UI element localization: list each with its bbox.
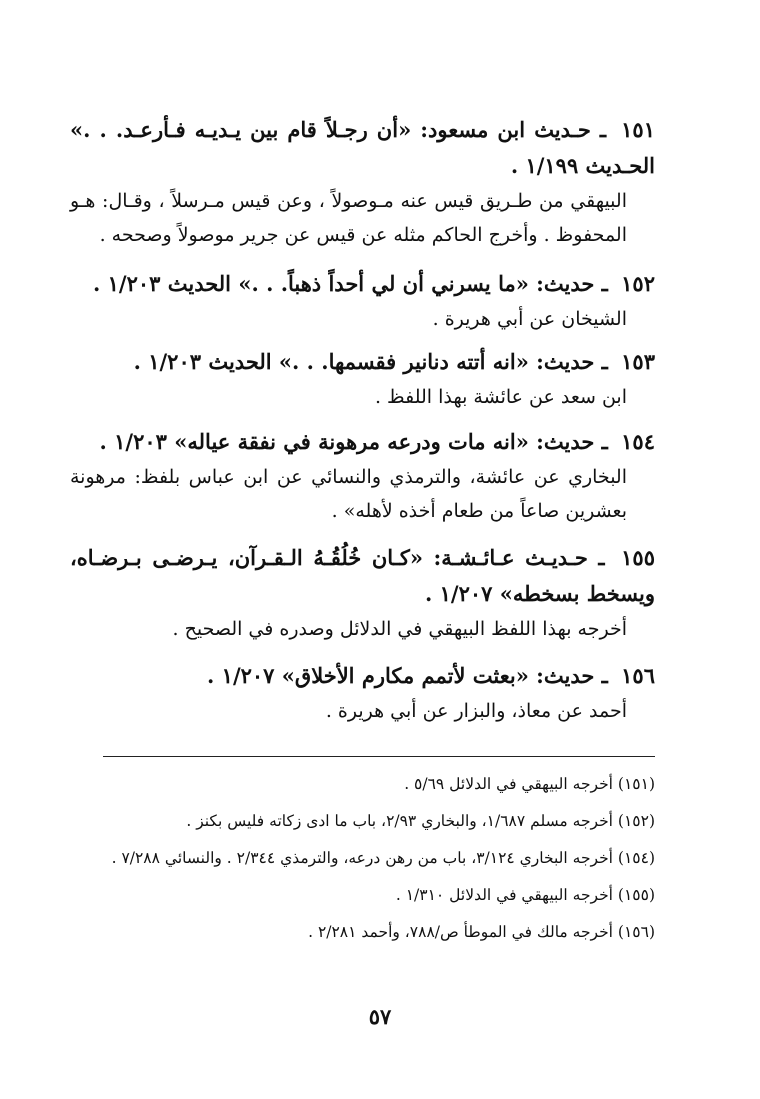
hadith-number: ١٥٣ [621,349,655,374]
hadith-title: ـ حديث: «انه أتته دنانير فقسمها. . .» الحديث ١/٢٠٣ . [133,349,608,374]
hadith-entry-156 [70,658,655,728]
footnote-152: (١٥٢) أخرجه مسلم ١/٦٨٧، والبخاري ٢/٩٣، باب ما ادى زكاته فليس بكنز . [186,812,655,830]
hadith-source: البيهقي من طـريق قيس عنه مـوصولاً ، وعن قيس مـرسلاً ، وقـال: هـو المحفوظ . وأخرج الحاكم مثله عن قيس عن جرير موصولاً وصححه . [70,190,627,246]
hadith-heading [70,344,655,380]
hadith-number: ١٥٢ [621,271,655,296]
hadith-title: ـ حديث: «ما يسرني أن لي أحداً ذهباً. . .» الحديث ١/٢٠٣ . [93,271,608,296]
hadith-source: أحمد عن معاذ، والبزار عن أبي هريرة . [325,700,627,722]
hadith-number: ١٥٤ [621,429,655,454]
hadith-heading [70,266,655,302]
hadith-entry-151 [70,112,655,252]
hadith-entry-153 [70,344,655,414]
hadith-source: البخاري عن عائشة، والترمذي والنسائي عن ابن عباس بلفظ: مرهونة بعشرين صاعاً من طعام أخذه لأهله» . [70,466,627,522]
hadith-heading [70,424,655,460]
footnote-155: (١٥٥) أخرجه البيهقي في الدلائل ١/٣١٠ . [395,886,655,904]
hadith-source: أخرجه بهذا اللفظ البيهقي في الدلائل وصدره في الصحيح . [172,618,627,640]
hadith-number: ١٥٥ [621,545,655,570]
hadith-source: الشيخان عن أبي هريرة . [432,308,627,330]
hadith-number: ١٥٦ [621,663,655,688]
footnote-divider [103,756,655,757]
hadith-number: ١٥١ [621,117,655,142]
hadith-source: ابن سعد عن عائشة بهذا اللفظ . [374,386,627,408]
hadith-title: ـ حـديث ابن مسعود: «أن رجـلاً قام بين يـديـه فـأرعـد. . .» الحـديث ١/١٩٩ . [70,117,655,178]
hadith-entry-154 [70,424,655,528]
page-number: ٥٧ [368,1004,392,1029]
footnote-154: (١٥٤) أخرجه البخاري ٣/١٢٤، باب من رهن درعه، والترمذي ٢/٣٤٤ . والنسائي ٧/٢٨٨ . [111,849,655,867]
footnote-151: (١٥١) أخرجه البيهقي في الدلائل ٥/٦٩ . [404,775,655,793]
hadith-heading [70,112,655,184]
hadith-entry-155 [70,540,655,646]
hadith-heading [70,540,655,612]
hadith-title: ـ حديث: «بعثت لأتمم مكارم الأخلاق» ١/٢٠٧ . [207,663,608,688]
hadith-title: ـ حديث: «انه مات ودرعه مرهونة في نفقة عياله» ١/٢٠٣ . [99,429,608,454]
footnotes [60,770,655,955]
hadith-entry-152 [70,266,655,336]
hadith-heading [70,658,655,694]
footnote-156: (١٥٦) أخرجه مالك في الموطأ ص/٧٨٨، وأحمد ٢/٢٨١ . [308,923,655,941]
hadith-title: ـ حـديـث عـائـشـة: «كـان خُلُقُـهُ الـقـرآن، يـرضـى بـرضـاه، ويسخط بسخطه» ١/٢٠٧ . [70,545,655,606]
